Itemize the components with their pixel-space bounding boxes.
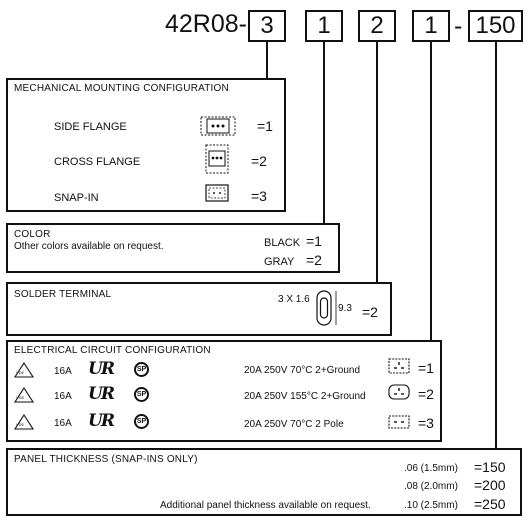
circuit-panel xyxy=(6,340,442,442)
mounting-title: MECHANICAL MOUNTING CONFIGURATION xyxy=(14,83,229,94)
part-number-prefix: 42R08- xyxy=(165,10,247,38)
color-option-label: GRAY xyxy=(264,256,295,268)
snap-in-icon xyxy=(205,184,229,202)
mounting-option-code: =3 xyxy=(251,188,267,204)
panel-note: Additional panel thickness available on request. xyxy=(160,500,371,511)
ul-recognized-icon: UR xyxy=(88,411,113,431)
mounting-panel xyxy=(6,78,286,212)
circuit-spec: 20A 250V 70°C 2 Pole xyxy=(244,419,344,430)
circuit-code: =1 xyxy=(418,360,434,376)
csa-icon: SP xyxy=(134,387,149,402)
mounting-code-box: 3 xyxy=(248,10,286,42)
solder-height-dimension: 9.3 xyxy=(338,303,352,314)
circuit-2-pole-icon xyxy=(388,415,410,429)
circuit-spec: 20A 250V 155°C 2+Ground xyxy=(244,391,366,402)
mounting-option-code: =2 xyxy=(251,153,267,169)
circuit-current: 16A xyxy=(54,391,72,402)
panel-thickness-panel xyxy=(6,448,522,516)
cross-flange-icon xyxy=(205,144,229,174)
terminal-code-box: 2 xyxy=(358,10,396,42)
circuit-code-box: 1 xyxy=(412,10,450,42)
color-note: Other colors available on request. xyxy=(14,241,164,252)
color-option-code: =1 xyxy=(306,233,322,249)
vde-badge-text: VDE xyxy=(16,370,25,375)
solder-width-dimension: 3 X 1.6 xyxy=(278,294,310,305)
solder-terminal-panel xyxy=(6,282,392,336)
panel-code-box: 150 xyxy=(468,10,523,42)
circuit-2-ground-icon xyxy=(388,358,410,374)
color-option-code: =2 xyxy=(306,252,322,268)
solder-title: SOLDER TERMINAL xyxy=(14,289,112,300)
color-panel xyxy=(6,223,340,273)
panel-option-code: =150 xyxy=(474,459,506,475)
color-option-label: BLACK xyxy=(264,237,301,249)
circuit-2-ground-hot-icon xyxy=(388,384,410,400)
mounting-option-label: CROSS FLANGE xyxy=(54,156,141,168)
ul-recognized-icon: UR xyxy=(88,359,113,379)
color-leader-line xyxy=(323,42,325,224)
part-number-dash: - xyxy=(454,12,463,40)
csa-icon: SP xyxy=(134,362,149,377)
panel-option-code: =200 xyxy=(474,477,506,493)
circuit-spec: 20A 250V 70°C 2+Ground xyxy=(244,365,361,376)
panel-option-size: .08 (2.0mm) xyxy=(404,481,458,492)
circuit-leader-line xyxy=(430,42,432,340)
circuit-code: =3 xyxy=(418,415,434,431)
mounting-option-label: SIDE FLANGE xyxy=(54,121,127,133)
panel-option-size: .06 (1.5mm) xyxy=(404,463,458,474)
color-code-box: 1 xyxy=(305,10,343,42)
panel-option-size: .10 (2.5mm) xyxy=(404,500,458,511)
vde-badge-text: VDE xyxy=(16,395,25,400)
circuit-current: 16A xyxy=(54,366,72,377)
solder-code: =2 xyxy=(362,304,378,320)
mounting-option-label: SNAP-IN xyxy=(54,192,99,204)
panel-option-code: =250 xyxy=(474,496,506,512)
terminal-leader-line xyxy=(376,42,378,282)
panel-title: PANEL THICKNESS (SNAP-INS ONLY) xyxy=(14,454,198,465)
color-title: COLOR xyxy=(14,229,51,240)
circuit-code: =2 xyxy=(418,386,434,402)
circuit-current: 16A xyxy=(54,418,72,429)
side-flange-icon xyxy=(200,115,236,137)
vde-badge-text: VDE xyxy=(16,422,25,427)
circuit-title: ELECTRICAL CIRCUIT CONFIGURATION xyxy=(14,345,211,356)
mounting-leader-line xyxy=(266,42,268,78)
panel-leader-line xyxy=(495,42,497,448)
mounting-option-code: =1 xyxy=(257,118,273,134)
ul-recognized-icon: UR xyxy=(88,384,113,404)
csa-icon: SP xyxy=(134,414,149,429)
